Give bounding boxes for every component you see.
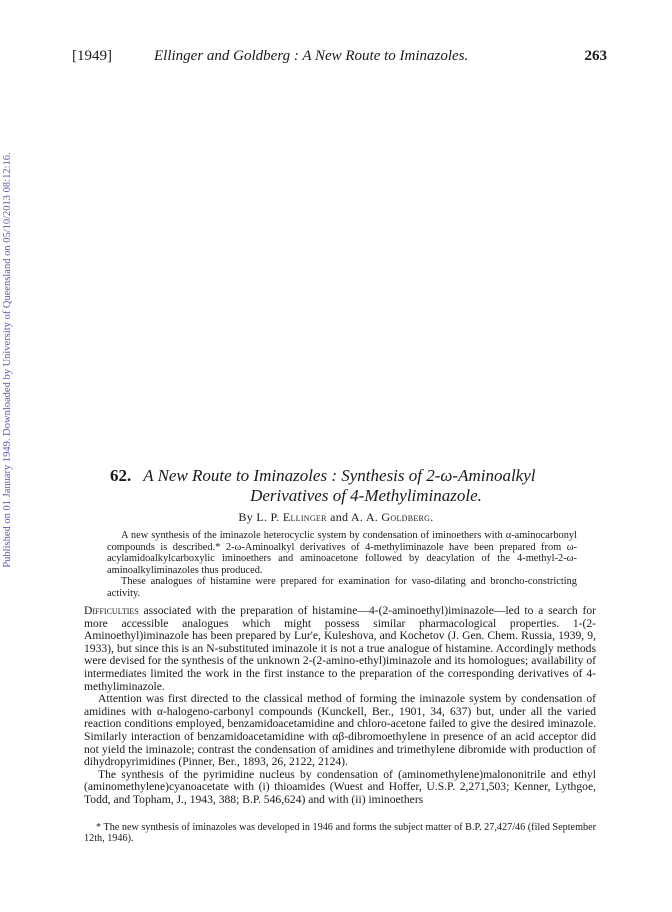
abstract-paragraph: These analogues of histamine were prepared for examination for vaso-dilating and broncho-constricting activity. — [107, 576, 577, 599]
download-watermark-text: Published on 01 January 1949. Downloaded by University of Queensland on 05/10/2013 08:12:16. — [2, 152, 13, 568]
body-paragraph: Attention was first directed to the classical method of forming the iminazole system by condensation of amidines with α-halogeno-carbonyl compounds (Kunckell, Ber., 1901, 34, 637) but, under all the varied reaction conditions employed, benzamidoacetamidine and chloro-acetone failed to give the desired iminazole. Similarly interaction of benzamidoacetamidine with αβ-dibromoethylene in presence of an acid acceptor did not yield the iminazole; contrast the condensation of amidines and trimethylene dibromide with production of dihydropyrimidines (Pinner, Ber., 1893, 26, 2122, 2124). — [84, 692, 596, 769]
header-year: [1949] — [72, 48, 112, 64]
author-ellinger: Ellinger — [282, 510, 327, 524]
lead-word: Difficulties — [84, 604, 139, 617]
footnote — [84, 822, 596, 845]
body-paragraph: Difficulties associated with the preparation of histamine—4-(2-aminoethyl)iminazole—led to a search for more accessible analogues which might possess similar pharmacological properties. 1-(2-Aminoethyl)iminazole has been prepared by Lur'e, Kuleshova, and Kochetov (J. Gen. Chem. Russia, 1939, 9, 1933), but since this is an N-substituted iminazole it is not a true analogue of histamine. Accordingly methods were devised for the synthesis of the unknown 2-(2-amino-ethyl)iminazole and its homologues; availability of intermediates limited the work in the first instance to the preparation of the corresponding derivatives of 4-methyliminazole. — [84, 604, 596, 693]
byline: By L. P. Ellinger and A. A. Goldberg. — [238, 510, 434, 524]
body-text — [84, 605, 596, 807]
page-number: 263 — [584, 48, 607, 64]
abstract-paragraph: A new synthesis of the iminazole heterocyclic system by condensation of iminoethers with α-aminocarbonyl compounds is described.* 2-ω-Aminoalkyl derivatives of 4-methyliminazole have been prepared from ω-acylamidoalkylcarboxylic iminoethers and aminoacetone followed by deacylation of the 4-methyl-2-ω-aminoalkyliminazoles thus produced. — [107, 530, 577, 576]
footnote-text: * The new synthesis of iminazoles was developed in 1946 and forms the subject matter of B.P. 27,427/46 (filed September 12th, 1946). — [84, 822, 596, 845]
article-title-line1: A New Route to Iminazoles : Synthesis of 2-ω-Aminoalkyl — [143, 466, 536, 485]
article-title — [110, 466, 600, 506]
abstract — [107, 530, 577, 600]
author-goldberg: Goldberg. — [381, 510, 434, 524]
header-title: Ellinger and Goldberg : A New Route to Iminazoles. — [154, 48, 469, 64]
article-number: 62. — [110, 466, 132, 485]
body-paragraph: The synthesis of the pyrimidine nucleus by condensation of (aminomethylene)malononitrile and ethyl (aminomethylene)cyanoacetate with (i) thioamides (Wuest and Hoffer, U.S.P. 2,271,503; Kenner, Lythgoe, Todd, and Topham, J., 1943, 388; B.P. 546,624) and with (ii) iminoethers — [84, 767, 596, 806]
article-title-line2: Derivatives of 4-Methyliminazole. — [250, 486, 482, 505]
running-header — [72, 48, 607, 70]
